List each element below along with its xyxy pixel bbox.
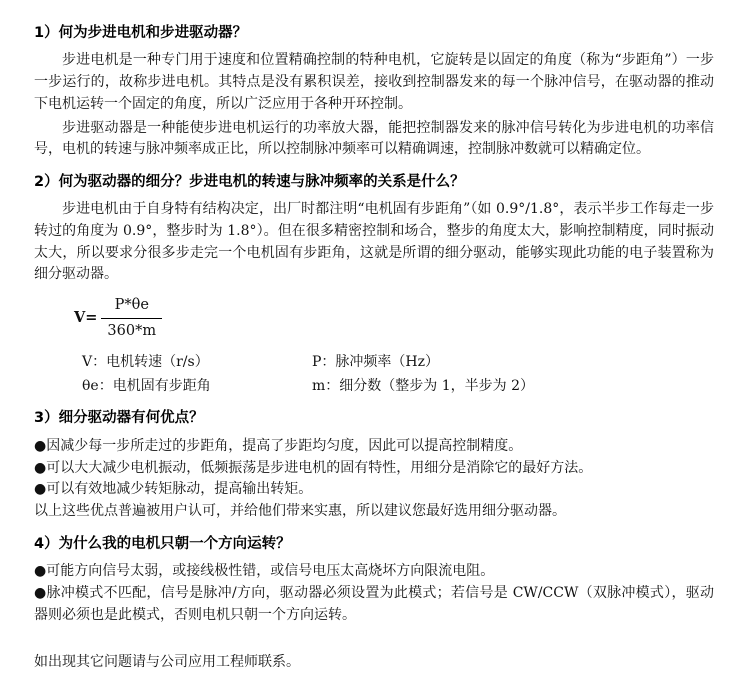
formula-numerator: P*θe	[101, 294, 162, 318]
section-3-heading: 3）细分驱动器有何优点？	[34, 410, 204, 427]
formula-denominator: 360*m	[107, 322, 157, 339]
section-1-heading: 1）何为步进电机和步进驱动器？	[34, 25, 248, 41]
formula-variable-definitions	[82, 352, 714, 397]
section-4-bullet-2: ●脉冲模式不匹配，信号是脉冲/方向，驱动器必须设置为此模式；若信号是 CW/CCW（双脉冲模式），驱动器则必须也是此模式，否则电机只朝一个方向运转。	[34, 584, 714, 623]
stepper-motor-faq-document	[34, 22, 714, 674]
section-3-bullet-3: ●可以有效地减少转矩脉动，提高输出转矩。	[34, 481, 313, 498]
speed-formula	[74, 294, 714, 342]
section-3-bullet-2: ●可以大大减少电机振动，低频振荡是步进电机的固有特性，用细分是消除它的最好方法。	[34, 459, 593, 476]
section-1-paragraph-2: 步进驱动器是一种能使步进电机运行的功率放大器，能把控制器发来的脉冲信号转化为步进电机的功率信号，电机的转速与脉冲频率成正比，所以控制脉冲频率可以精确调速，控制脉冲数就可以精确定位。	[34, 119, 714, 158]
formula-fraction	[101, 294, 162, 342]
section-3-bullet-1: ●因减少每一步所走过的步距角，提高了步距均匀度，因此可以提高控制精度。	[34, 437, 523, 454]
section-4	[34, 533, 714, 627]
section-4-bullet-1: ●可能方向信号太弱，或接线极性错，或信号电压太高烧坏方向限流电阻。	[34, 563, 495, 580]
definition-theta: θe：电机固有步距角	[82, 377, 211, 394]
section-1	[34, 22, 714, 161]
definition-v: V：电机转速（r/s）	[82, 354, 209, 371]
section-3	[34, 407, 714, 522]
definition-m: m：细分数（整步为 1，半步为 2）	[312, 377, 534, 394]
section-3-closing: 以上这些优点普遍被用户认可，并给他们带来实惠，所以建议您最好选用细分驱动器。	[34, 502, 566, 519]
section-4-heading: 4）为什么我的电机只朝一个方向运转？	[34, 535, 291, 552]
formula-lhs: V=	[74, 308, 98, 326]
section-2	[34, 171, 714, 398]
definition-p: P：脉冲频率（Hz）	[312, 354, 440, 371]
section-1-paragraph-1: 步进电机是一种专门用于速度和位置精确控制的特种电机，它旋转是以固定的角度（称为“步距角”）一步一步运行的，故称步进电机。其特点是没有累积误差，接收到控制器发来的每一个脉冲信号，在驱动器的推动下电机运转一个固定的角度，所以广泛应用于各种开环控制。	[34, 52, 714, 112]
section-2-paragraph-1: 步进电机由于自身特有结构决定，出厂时都注明“电机固有步距角”（如 0.9°/1.8°，表示半步工作每走一步转过的角度为 0.9°，整步时为 1.8°）。但在很多精密控制和场合，整步的角度太大，影响控制精度，同时振动太大，所以要求分很多步走完一个电机固有步距角，这就是所谓的细分驱动，能够实现此功能的电子装置称为细分驱动器。	[34, 201, 714, 283]
section-2-heading: 2）何为驱动器的细分？步进电机的转速与脉冲频率的关系是什么？	[34, 173, 465, 190]
contact-note: 如出现其它问题请与公司应用工程师联系。	[34, 654, 300, 671]
